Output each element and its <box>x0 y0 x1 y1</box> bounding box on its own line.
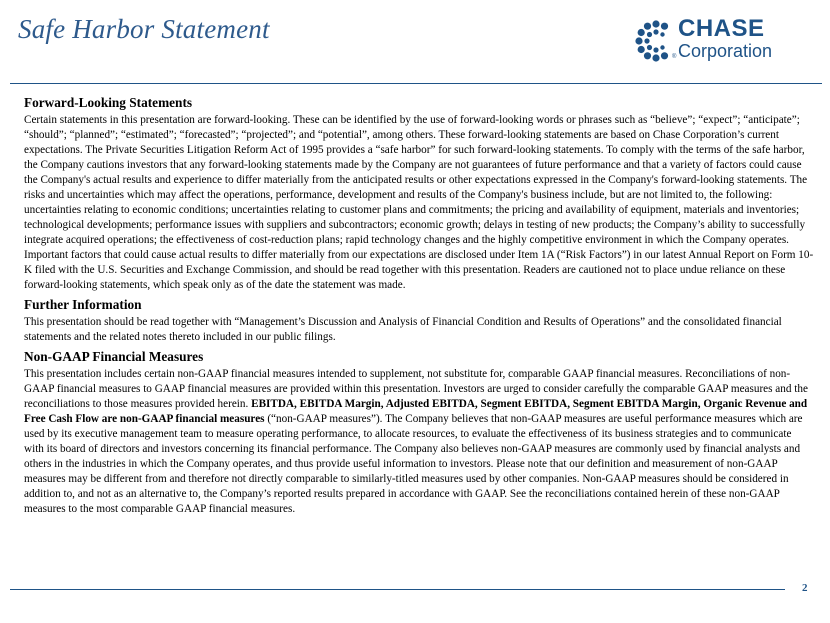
non-gaap-body-bold: EBITDA, EBITDA Margin, Adjusted EBITDA, Segment EBITDA, Segment EBITDA Margin, Organic Revenue and Free Cash Flow are non-GAAP financial measures <box>24 398 808 425</box>
forward-looking-heading: Forward-Looking Statements <box>24 95 193 110</box>
further-information-body: This presentation should be read together with “Management’s Discussion and Analysis of Financial Condition and Results of Operations” and the consolidated financial statements and the related notes thereto included in our public filings. <box>24 316 782 343</box>
non-gaap-body <box>24 367 814 517</box>
non-gaap-heading: Non-GAAP Financial Measures <box>24 349 204 364</box>
logo-word-chase: CHASE <box>678 15 765 42</box>
header-divider <box>10 83 822 84</box>
chase-corporation-logo <box>634 16 794 66</box>
logo-registered-mark: ® <box>672 54 677 60</box>
page-title: Safe Harbor Statement <box>18 14 270 44</box>
page-number: 2 <box>802 582 808 594</box>
forward-looking-body: Certain statements in this presentation are forward-looking. These can be identified by the use of forward-looking words or phrases such as “believe”; “expect”; “anticipate”; “should”; “planned”; “estimated”; “forecasted”; “projected”; and “potential”, among others. These forward-looking statements are based on Chase Corporation’s current expectations. The Private Securities Litigation Reform Act of 1995 provides a “safe harbor” for such forward-looking statements. To comply with the terms of the safe harbor, the Company cautions investors that any forward-looking statements made by the Company are not guarantees of future performance and that a variety of factors could cause the Company's actual results and experience to differ materially from the anticipated results or other expectations expressed in the Company's forward-looking statements. The risks and uncertainties which may affect the operations, performance, development and results of the Company's business include, but are not limited to, the following: uncertainties relating to economic conditions; uncertainties relating to customer plans and commitments; the pricing and availability of equipment, materials and inventories; technological developments; performance issues with suppliers and subcontractors; economic growth; delays in testing of new products; the Company’s ability to successfully integrate acquired operations; the effectiveness of cost-reduction plans; rapid technology changes and the highly competitive environment in which the Company operates. Important factors that could cause actual results to differ materially from our expectations are disclosed under Item 1A (“Risk Factors”) in our latest Annual Report on Form 10-K filed with the U.S. Securities and Exchange Commission, and should be read together with this presentation. Readers are cautioned not to place undue reliance on these forward-looking statements, which speak only as of the date the statement was made. <box>24 114 814 291</box>
non-gaap-body-intro: This presentation includes certain non-GAAP financial measures intended to supplement, not substitute for, comparable GAAP financial measures. Reconciliations of non-GAAP financial measures to GAAP financial measures are provided within this presentation. Investors are urged to consider carefully the comparable GAAP measures and the reconciliations to those measures provided herein. <box>24 368 808 410</box>
main-content <box>24 94 814 520</box>
footer-divider <box>10 589 785 590</box>
non-gaap-body-rest: (“non-GAAP measures”). The Company believes that non-GAAP measures are useful performance measures which are used by its executive management team to measure operating performance, to allocate resources, to evaluate the effectiveness of its business strategies and to communicate with its board of directors and investors concerning its financial performance. The Company also believes non-GAAP measures are commonly used by financial analysts and others in the industries in which the Company operates, and thus provide useful information to investors. Please note that our definition and measurement of non-GAAP measures may be different from and therefore not directly comparable to similarly-titled measures used by other companies. Non-GAAP measures should be considered in addition to, and not as an alternative to, the Company’s reported results prepared in accordance with GAAP. See the reconciliations contained herein of these non-GAAP measures to the most comparable GAAP financial measures. <box>24 413 803 515</box>
further-information-heading: Further Information <box>24 297 142 312</box>
logo-word-corporation: Corporation <box>678 41 773 61</box>
